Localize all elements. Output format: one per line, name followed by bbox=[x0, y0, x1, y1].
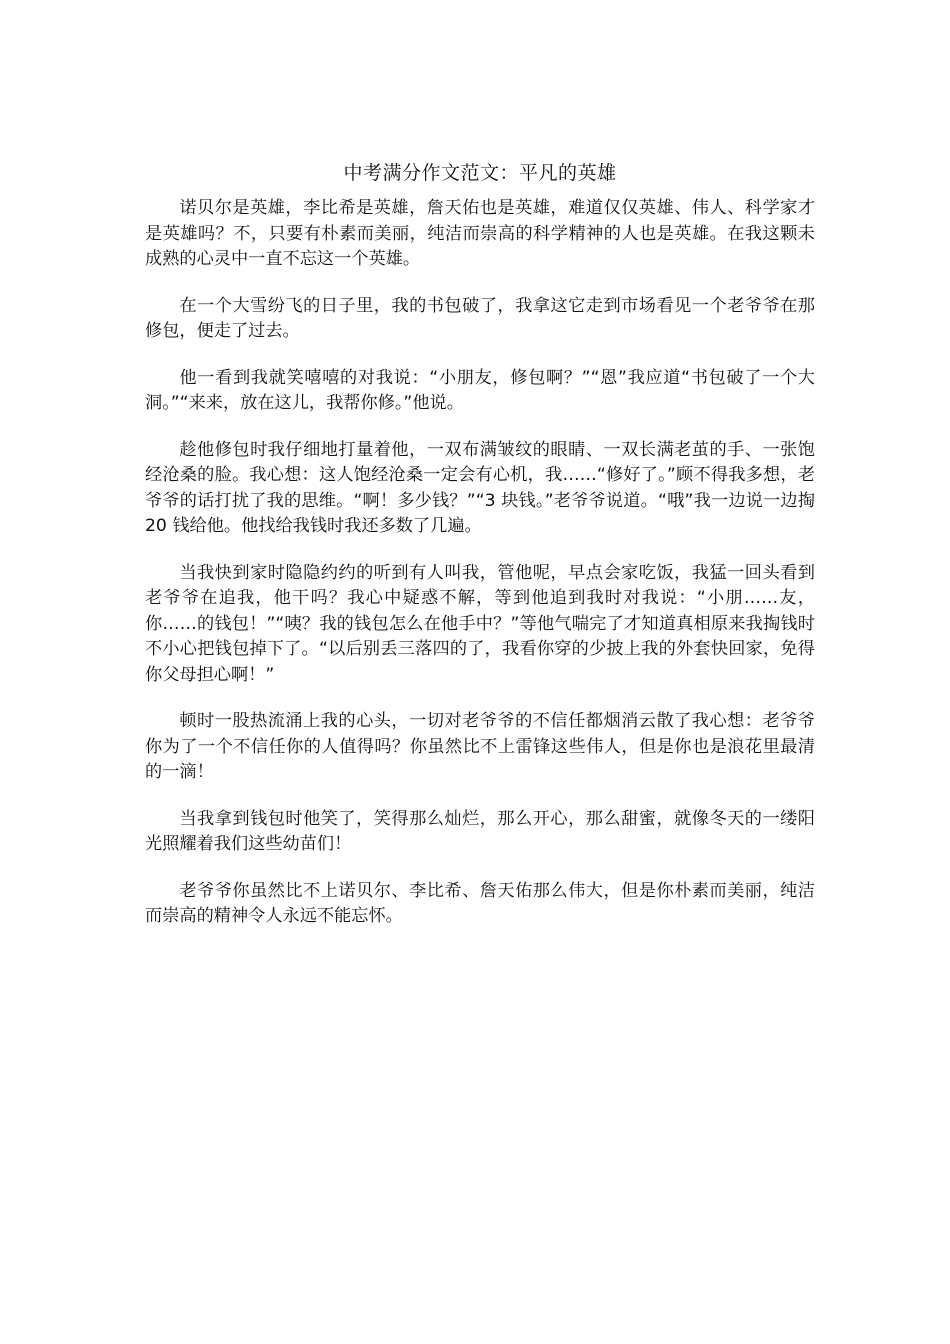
paragraph-6: 顿时一股热流涌上我的心头，一切对老爷爷的不信任都烟消云散了我心想：老爷爷你为了一个不信任你的人值得吗？你虽然比不上雷锋这些伟人，但是你也是浪花里最清的一滴！ bbox=[145, 711, 815, 782]
document-body bbox=[145, 158, 815, 951]
paragraph-5: 当我快到家时隐隐约约的听到有人叫我，管他呢，早点会家吃饭，我猛一回头看到老爷爷在追我，他干吗？我心中疑惑不解，等到他追到我时对我说：“小朋……友，你……的钱包！”“咦？我的钱包怎么在他手中？”等他气喘完了才知道真相原来我掏钱时不小心把钱包掉下了。“以后别丢三落四的了，我看你穿的少披上我的外套快回家，免得你父母担心啊！” bbox=[145, 562, 815, 685]
paragraph-1: 诺贝尔是英雄，李比希是英雄，詹天佑也是英雄，难道仅仅英雄、伟人、科学家才是英雄吗？不，只要有朴素而美丽，纯洁而崇高的科学精神的人也是英雄。在我这颗未成熟的心灵中一直不忘这一个英雄。 bbox=[145, 198, 815, 269]
document-title: 中考满分作文范文：平凡的英雄 bbox=[343, 162, 617, 184]
paragraph-2: 在一个大雪纷飞的日子里，我的书包破了，我拿这它走到市场看见一个老爷爷在那修包，便走了过去。 bbox=[145, 295, 815, 341]
paragraph-8: 老爷爷你虽然比不上诺贝尔、李比希、詹天佑那么伟大，但是你朴素而美丽，纯洁而崇高的精神令人永远不能忘怀。 bbox=[145, 880, 815, 926]
paragraph-3: 他一看到我就笑嘻嘻的对我说：“小朋友，修包啊？”“恩”我应道“书包破了一个大洞。”“来来，放在这儿，我帮你修。”他说。 bbox=[145, 367, 815, 413]
paragraph-7: 当我拿到钱包时他笑了，笑得那么灿烂，那么开心，那么甜蜜，就像冬天的一缕阳光照耀着我们这些幼苗们！ bbox=[145, 808, 815, 854]
paragraph-4: 趁他修包时我仔细地打量着他，一双布满皱纹的眼睛、一双长满老茧的手、一张饱经沧桑的脸。我心想：这人饱经沧桑一定会有心机，我……“修好了。”顾不得我多想，老爷爷的话打扰了我的思维。“啊！多少钱？”“3 块钱。”老爷爷说道。“哦”我一边说一边掏 20 钱给他。他找给我钱时我还多数了几遍。 bbox=[145, 439, 815, 536]
